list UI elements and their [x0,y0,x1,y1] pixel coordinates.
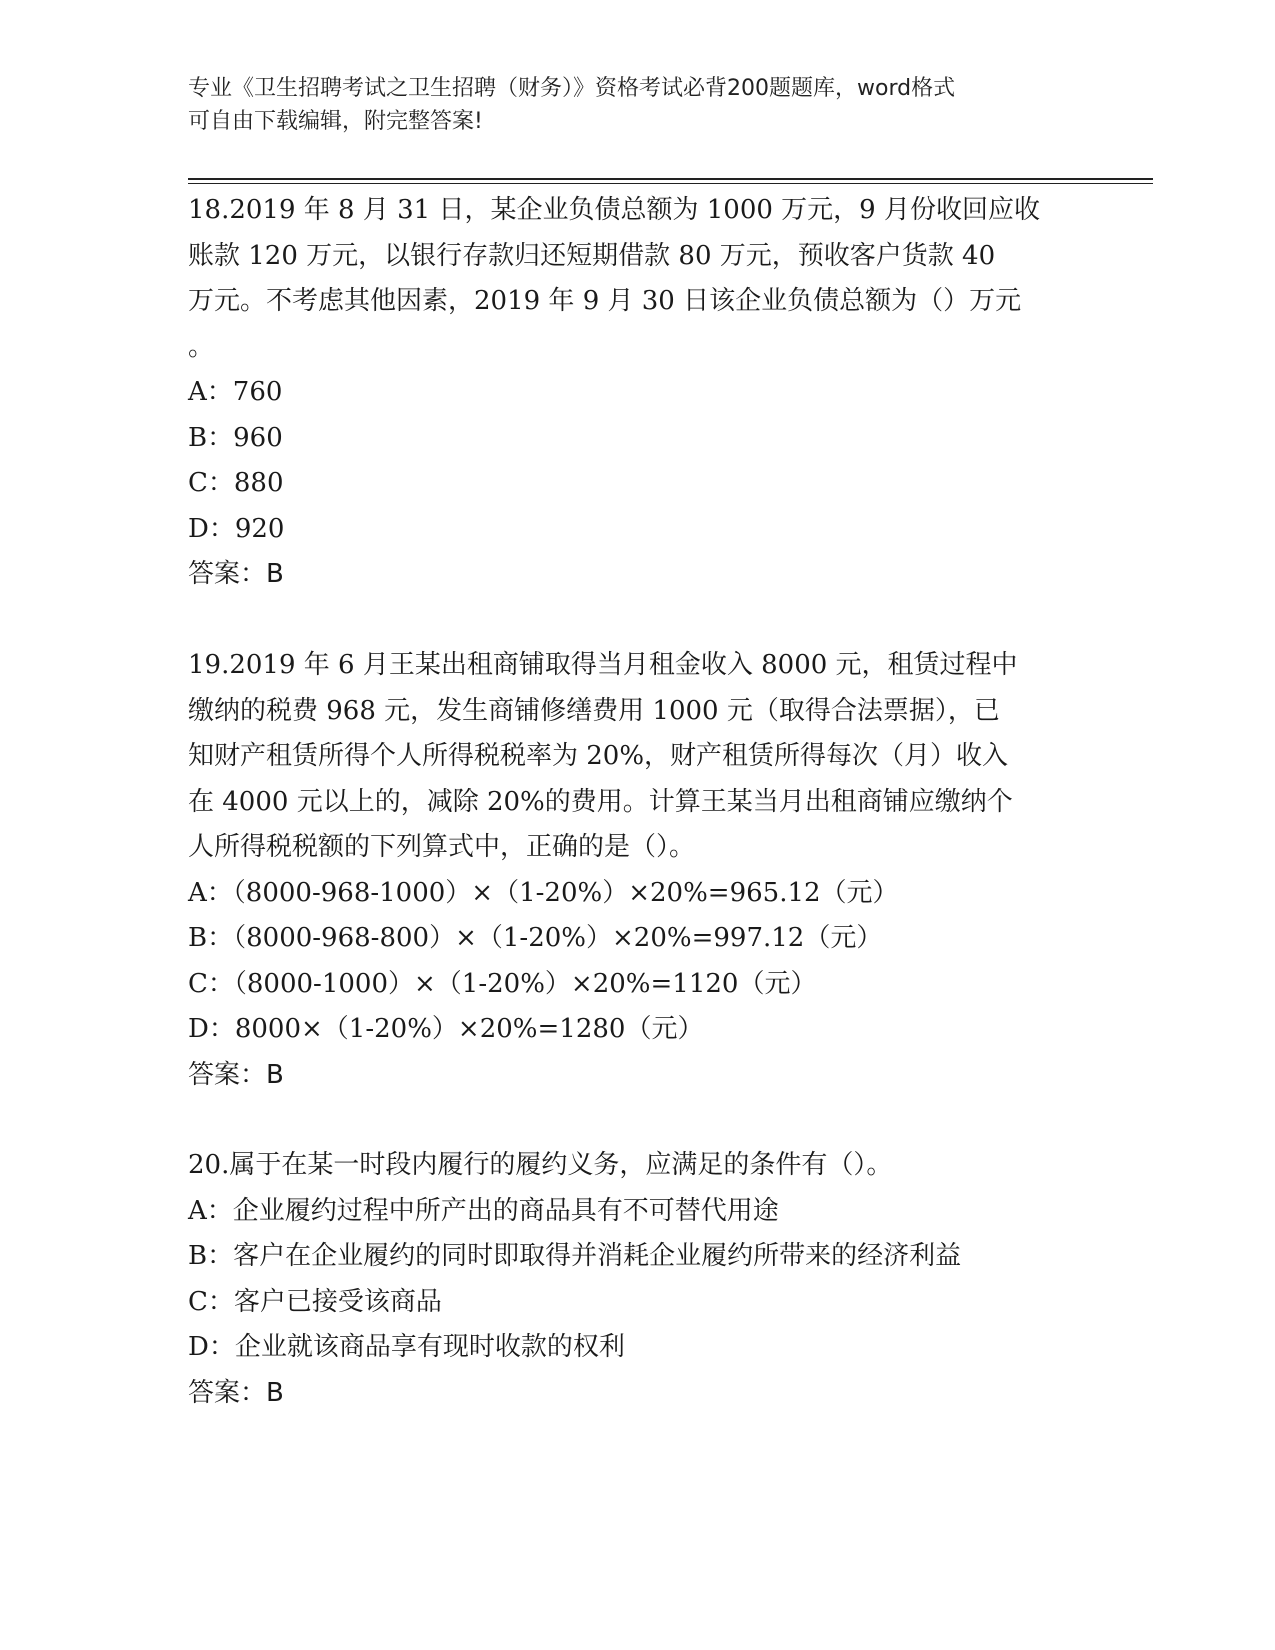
question-stem-line: 19.2019 年 6 月王某出租商铺取得当月租金收入 8000 元，租赁过程中 [188,650,1018,680]
answer: 答案：B [188,1377,284,1408]
option-c: C：（8000-1000）×（1-20%）×20%=1120（元） [188,968,817,999]
option-d: D：企业就该商品享有现时收款的权利 [188,1332,625,1362]
header-line-2: 可自由下载编辑，附完整答案! [188,109,483,134]
question-18 [188,188,1088,598]
option-c: C：客户已接受该商品 [188,1286,442,1317]
question-stem-line: 在 4000 元以上的，减除 20%的费用。计算王某当月出租商铺应缴纳个 [188,786,1013,817]
option-a: A：（8000-968-1000）×（1-20%）×20%=965.12（元） [188,877,899,908]
option-d: D：8000×（1-20%）×20%=1280（元） [188,1014,704,1044]
question-stem-line: 缴纳的税费 968 元，发生商铺修缮费用 1000 元（取得合法票据），已 [188,695,1000,726]
option-c: C：880 [188,468,284,498]
answer: 答案：B [188,1059,284,1090]
question-stem-line: 。 [188,331,215,362]
question-stem-line: 20.属于在某一时段内履行的履约义务，应满足的条件有（）。 [188,1150,893,1180]
option-d: D：920 [188,513,285,544]
question-stem-line: 万元。不考虑其他因素，2019 年 9 月 30 日该企业负债总额为（）万元 [188,286,1022,316]
option-a: A：企业履约过程中所产出的商品具有不可替代用途 [188,1195,779,1226]
question-stem-line: 知财产租赁所得个人所得税税率为 20%，财产租赁所得每次（月）收入 [188,741,1009,771]
option-b: B：（8000-968-800）×（1-20%）×20%=997.12（元） [188,923,883,953]
question-19 [188,643,1088,1098]
option-b: B：客户在企业履约的同时即取得并消耗企业履约所带来的经济利益 [188,1241,962,1271]
header-rule-thin [188,183,1153,184]
answer: 答案：B [188,559,284,589]
document-header [188,72,1068,138]
question-20 [188,1143,1088,1416]
question-stem-line: 人所得税税额的下列算式中，正确的是（）。 [188,832,696,862]
question-stem-line: 18.2019 年 8 月 31 日，某企业负债总额为 1000 万元，9 月份收回应收 [188,195,1040,225]
header-line-1: 专业《卫生招聘考试之卫生招聘（财务）》资格考试必背200题题库，word格式 [188,76,956,101]
question-stem-line: 账款 120 万元，以银行存款归还短期借款 80 万元，预收客户货款 40 [188,240,996,271]
option-a: A：760 [188,377,283,407]
option-b: B：960 [188,422,283,453]
header-rule-thick [188,178,1153,180]
